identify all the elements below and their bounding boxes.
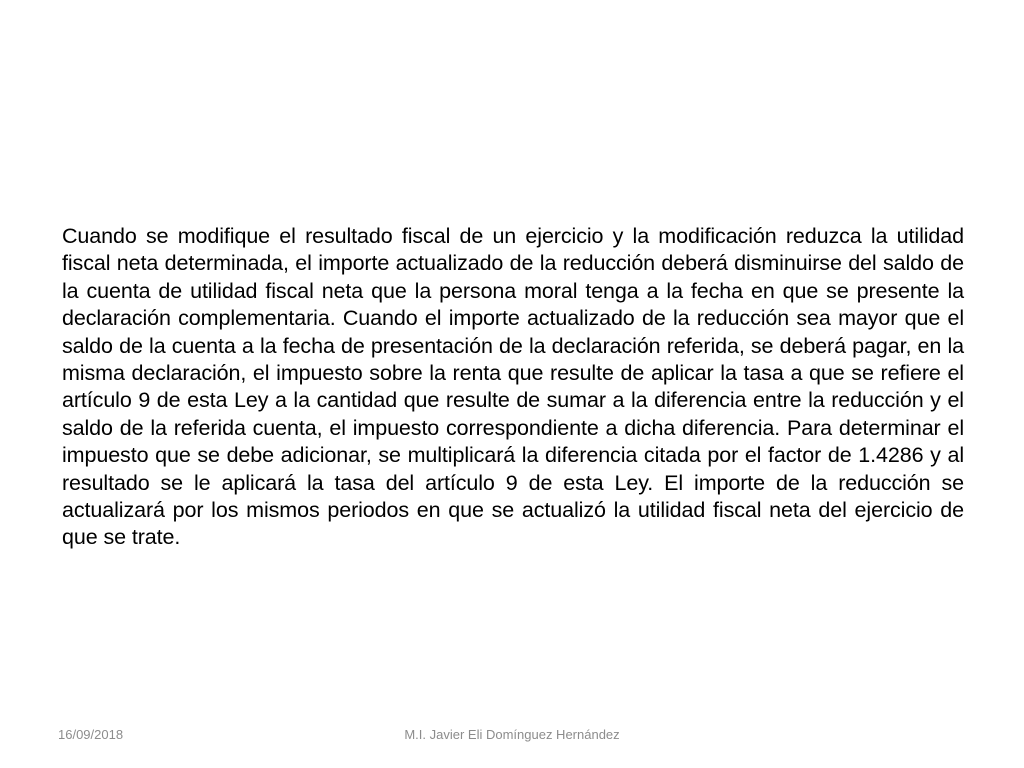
footer-date: 16/09/2018: [58, 727, 124, 742]
slide-body-text: Cuando se modifique el resultado fiscal de un ejercicio y la modificación reduzca la utilidad fiscal neta determinada, el importe actualizado de la reducción deberá disminuirse del saldo de la cuenta de utilidad fiscal neta que la persona moral tenga a la fecha en que se presente la declaración complementaria. Cuando el importe actualizado de la reducción sea mayor que el saldo de la cuenta a la fecha de presentación de la declaración referida, se deberá pagar, en la misma declaración, el impuesto sobre la renta que resulte de aplicar la tasa a que se refiere el artículo 9 de esta Ley a la cantidad que resulte de sumar a la diferencia entre la reducción y el saldo de la referida cuenta, el impuesto correspondiente a dicha diferencia. Para determinar el impuesto que se debe adicionar, se multiplicará la diferencia citada por el factor de 1.4286 y al resultado se le aplicará la tasa del artículo 9 de esta Ley. El importe de la reducción se actualizará por los mismos periodos en que se actualizó la utilidad fiscal neta del ejercicio de que se trate.: [62, 224, 964, 550]
footer-author: M.I. Javier Eli Domínguez Hernández: [404, 727, 620, 742]
